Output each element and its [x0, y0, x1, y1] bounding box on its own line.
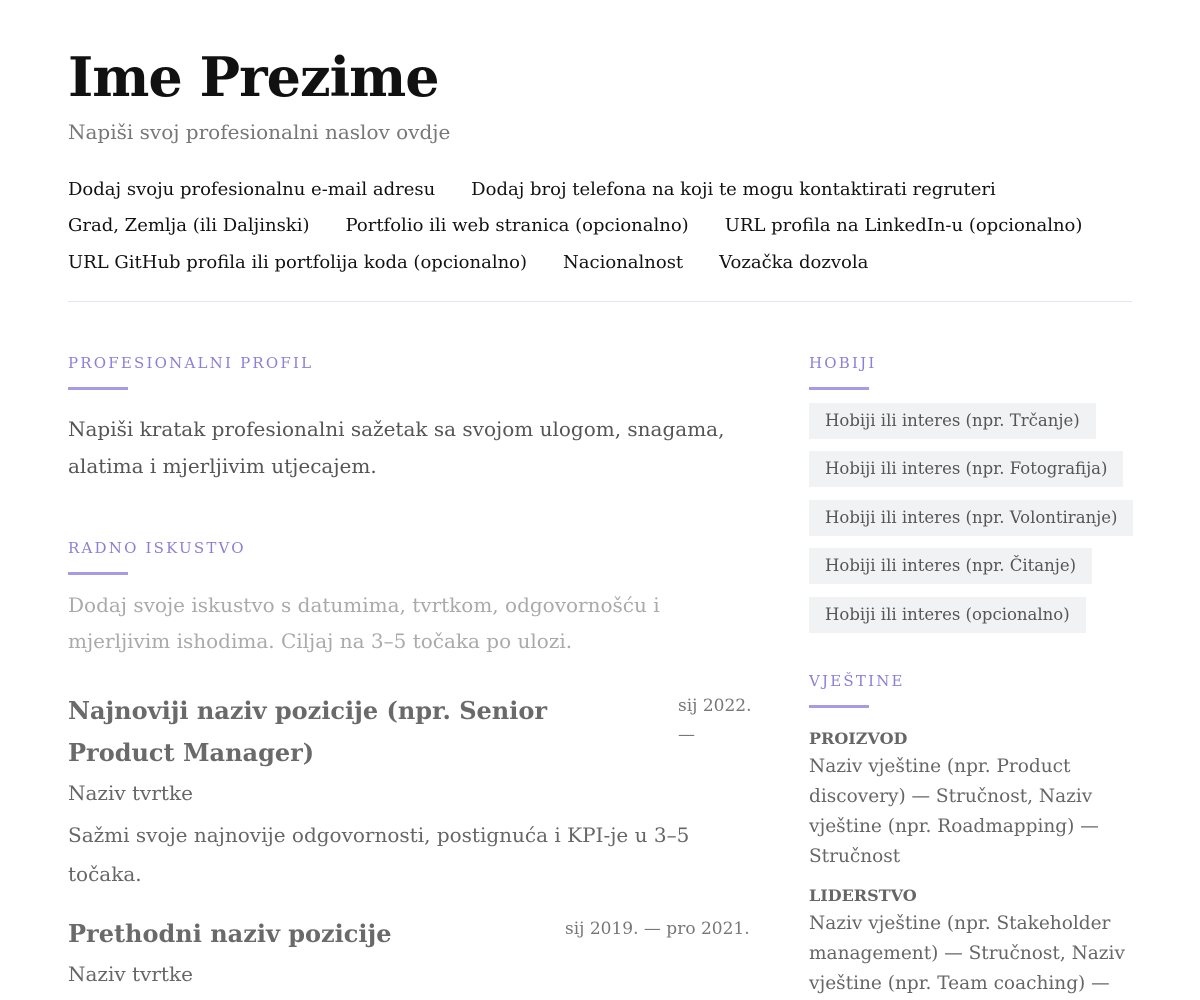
hobby-chip: Hobiji ili interes (opcionalno)	[809, 597, 1086, 633]
contact-github: URL GitHub profila ili portfolija koda (opcionalno)	[68, 252, 528, 273]
contact-location: Grad, Zemlja (ili Daljinski)	[68, 215, 310, 236]
skill-list: Naziv vještine (npr. Stakeholder management) — Stručnost, Naziv vještine (npr. Team coaching) —	[809, 913, 1125, 994]
contact-phone: Dodaj broj telefona na koji te mogu kontaktirati regruteri	[471, 179, 996, 200]
hobbies-heading: HOBIJI	[809, 354, 877, 372]
job-title: Prethodni naziv pozicije	[68, 919, 392, 948]
contact-row	[68, 252, 868, 274]
profile-heading: PROFESIONALNI PROFIL	[68, 354, 314, 372]
job-date: sij 2019. — pro 2021.	[565, 919, 750, 939]
contact-linkedin: URL profila na LinkedIn-u (opcionalno)	[724, 215, 1083, 236]
header-divider	[68, 301, 1132, 302]
job-description: Sažmi svoje najnovije odgovornosti, postignuća i KPI-je u 3–5 točaka.	[68, 823, 690, 886]
contact-row	[68, 179, 996, 201]
experience-heading: RADNO ISKUSTVO	[68, 539, 246, 557]
job-title: Najnoviji naziv pozicije (npr. Senior Product Manager)	[68, 696, 548, 767]
professional-title: Napiši svoj profesionalni naslov ovdje	[68, 120, 451, 144]
contact-nationality: Nacionalnost	[563, 252, 684, 273]
contact-portfolio: Portfolio ili web stranica (opcionalno)	[345, 215, 689, 236]
skill-category: LIDERSTVO	[809, 886, 917, 905]
contact-driving-license: Vozačka dozvola	[719, 252, 869, 273]
skills-heading: VJEŠTINE	[809, 672, 905, 690]
skills-heading-underline	[809, 705, 869, 708]
hobby-chip: Hobiji ili interes (npr. Čitanje)	[809, 548, 1092, 584]
hobby-chip: Hobiji ili interes (npr. Fotografija)	[809, 451, 1123, 487]
company-name: Naziv tvrtke	[68, 962, 193, 986]
hobby-chip: Hobiji ili interes (npr. Volontiranje)	[809, 500, 1133, 536]
contact-email: Dodaj svoju profesionalnu e-mail adresu	[68, 179, 436, 200]
profile-summary: Napiši kratak profesionalni sažetak sa svojom ulogom, snagama, alatima i mjerljivim utjecajem.	[68, 417, 725, 478]
profile-heading-underline	[68, 387, 128, 390]
experience-hint: Dodaj svoje iskustvo s datumima, tvrtkom, odgovornošću i mjerljivim ishodima. Ciljaj na 3–5 točaka po ulozi.	[68, 593, 660, 653]
candidate-name: Ime Prezime	[68, 45, 439, 109]
hobby-chip: Hobiji ili interes (npr. Trčanje)	[809, 403, 1096, 439]
skill-category: PROIZVOD	[809, 729, 908, 748]
skill-list: Naziv vještine (npr. Product discovery) — Stručnost, Naziv vještine (npr. Roadmapping) — Stručnost	[809, 756, 1099, 867]
contact-row	[68, 215, 1082, 237]
hobbies-heading-underline	[809, 387, 869, 390]
experience-heading-underline	[68, 572, 128, 575]
company-name: Naziv tvrtke	[68, 781, 193, 805]
job-date: sij 2022. —	[678, 696, 752, 745]
